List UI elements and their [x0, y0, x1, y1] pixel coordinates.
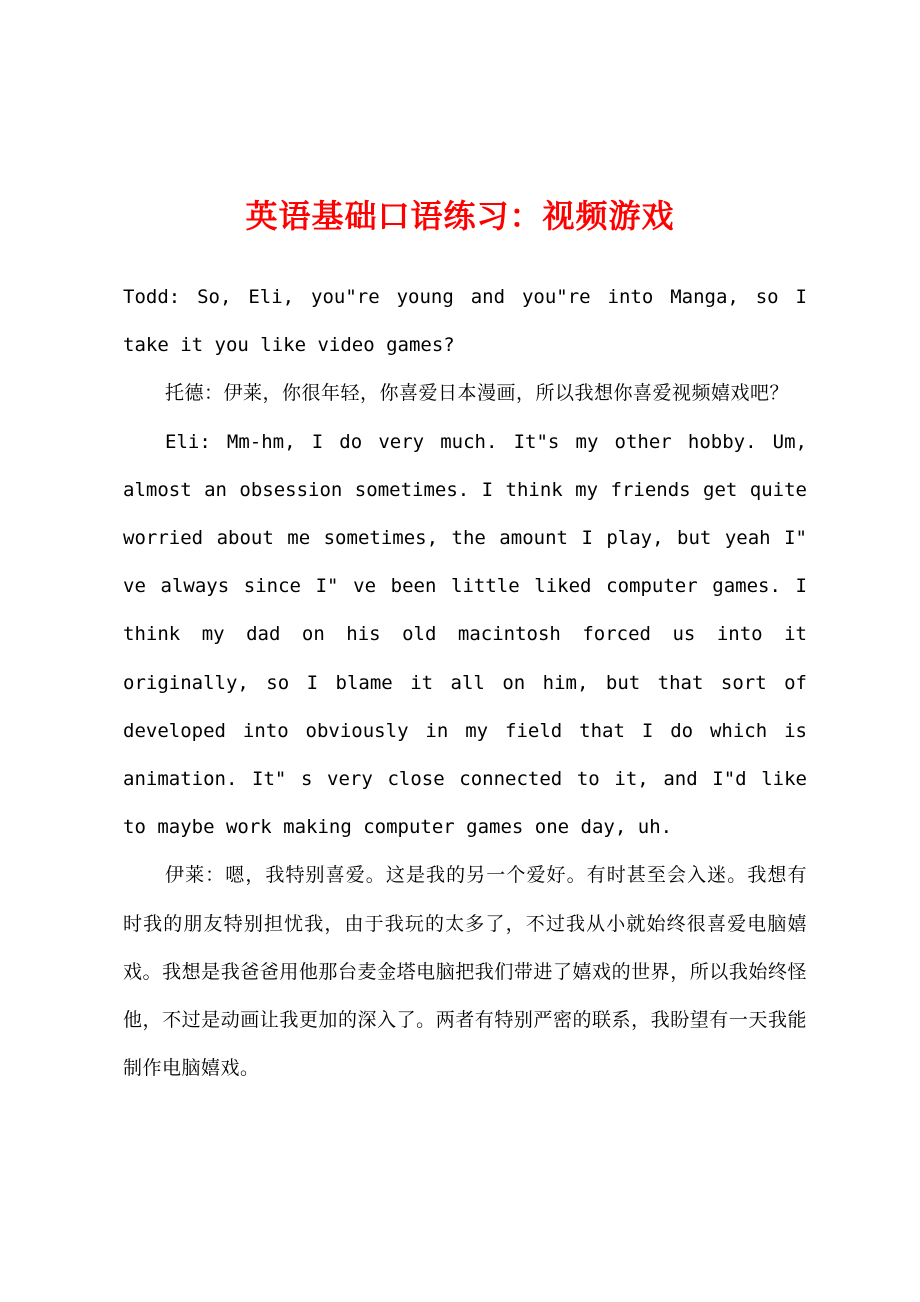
paragraph-todd-english: Todd: So, Eli, you"re young and you"re into Manga, so I take it you like video games?: [123, 286, 807, 357]
paragraph-eli-english: Eli: Mm-hm, I do very much. It"s my other hobby. Um, almost an obsession sometimes. I think my friends get quite worried about me sometimes, the amount I play, but yeah I" ve always since I" ve been little liked computer games. I think my dad on his old macintosh forced us into it originally, so I blame it all on him, but that sort of developed into obviously in my field that I do which is animation. It" s very close connected to it, and I"d like to maybe work making computer games one day, uh.: [123, 430, 807, 839]
document-title: 英语基础口语练习：视频游戏: [245, 197, 675, 235]
paragraph-eli-chinese: 伊莱：嗯，我特别喜爱。这是我的另一个爱好。有时甚至会入迷。我想有时我的朋友特别担忧我，由于我玩的太多了，不过我从小就始终很喜爱电脑嬉戏。我想是我爸爸用他那台麦金塔电脑把我们带进了嬉戏的世界，所以我始终怪他，不过是动画让我更加的深入了。两者有特别严密的联系，我盼望有一天我能制作电脑嬉戏。: [123, 864, 807, 1080]
paragraph-todd-chinese: 托德：伊莱，你很年轻，你喜爱日本漫画，所以我想你喜爱视频嬉戏吧？: [165, 382, 790, 405]
document-body: [123, 273, 807, 1092]
